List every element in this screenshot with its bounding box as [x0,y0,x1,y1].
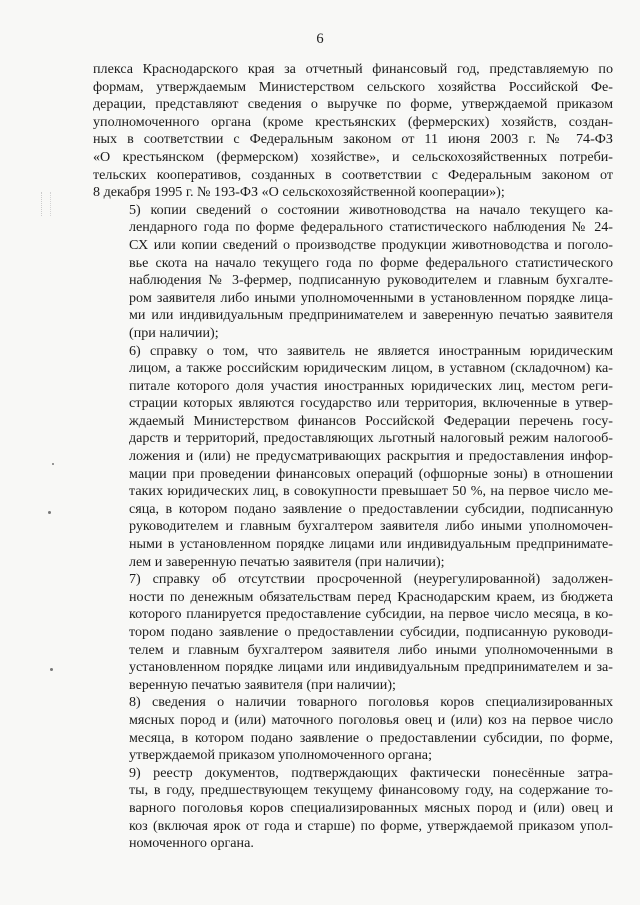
paragraph-item-6 [93,343,613,572]
text-line: варного поголовья коров специализированных мясных пород и (или) овец и [129,799,613,816]
text-line: ты, в году, предшествующем текущему финансовому году, на содержание то- [129,782,613,799]
paragraph-item-7 [93,571,613,694]
text-line: лицом, а также российским юридическим лицом, в уставном (складочном) ка- [129,360,613,377]
text-line: таких юридических лиц, в совокупности превышает 50 %, на первое число ме- [129,483,613,500]
text-line: уполномоченного органа (кроме крестьянских (фермерских) хозяйств, создан- [93,113,613,130]
text-line: номоченного органа. [129,835,254,852]
text-line: вье скота на начало текущего года по форме федерального статистического [129,254,613,271]
text-line: утверждаемой приказом уполномоченного органа; [129,747,432,764]
text-line: ми или индивидуальным предпринимателем и заверенную печатью заявителя [129,307,613,324]
text-line: дерации, представляют сведения о выручке по форме, утверждаемой приказом [93,96,613,113]
text-line: СХ или копии сведений о производстве продукции животноводства и поголо- [129,236,613,253]
text-line: тором подано заявление о предоставлении субсидии, подписанную руководи- [129,624,613,640]
scan-speck [50,668,53,671]
text-line: 5) копии сведений о состоянии животноводства на начало текущего ка- [129,201,613,218]
text-line: наблюдения № 3-фермер, подписанную руководителем и главным бухгалте- [129,272,613,289]
text-line: страции которых являются государство или территория, включенные в утвер- [129,395,613,412]
text-line: мясных пород и (или) маточного поголовья овец и (или) коз на первое число [129,711,613,728]
text-line: тельских кооперативов, созданных в соответствии с Федеральным законом от [93,166,613,183]
text-line: сяца, в котором подано заявление о предоставлении субсидии, подписанную [129,500,613,517]
paragraph-item-8 [93,694,613,764]
text-line: 7) справку об отсутствии просроченной (неурегулированной) задолжен- [129,571,613,588]
text-line: 8) сведения о наличии товарного поголовья коров специализированных [129,694,613,711]
paragraph-item-5 [93,202,613,343]
text-line: ложения и (или) не предусматривающих раскрытия и предоставления инфор- [129,448,613,465]
paragraph-intro [93,61,613,202]
text-line: ности по денежным обязательствам перед Краснодарским краем, из бюджета [129,588,613,605]
text-line: (при наличии); [129,324,219,341]
document-body [93,61,613,853]
text-line: веренную печатью заявителя (при наличии); [129,676,396,693]
text-line: которого планируется предоставление субсидии, на первое число месяца, в ко- [129,606,613,623]
paragraph-item-9 [93,765,613,853]
text-line: «О крестьянском (фермерском) хозяйстве», и сельскохозяйственных потреби- [93,148,613,165]
text-line: ными в установленном порядке лицами или индивидуальным предпринимате- [129,536,613,553]
scan-speck [52,463,54,465]
text-line: 9) реестр документов, подтверждающих фактически понесённые затра- [129,764,613,781]
text-line: лендарного года по форме федерального статистического наблюдения № 24- [129,219,613,236]
text-line: руководителем и главным бухгалтером заявителя либо иными уполномочен- [129,518,613,535]
text-line: лем и заверенную печатью заявителя (при наличии); [129,553,445,570]
text-line: дарств и территорий, предоставляющих льготный налоговый режим налогооб- [129,430,613,447]
text-line: телем и главным бухгалтером заявителя либо иными уполномоченными в [129,641,613,658]
text-line: мации при проведении финансовых операций (офшорные зоны) в отношении [129,465,613,482]
text-line: месяца, в котором подано заявление о предоставлении субсидии, по форме, [129,729,613,746]
text-line: ных в соответствии с Федеральным законом от 11 июня 2003 г. № 74-ФЗ [93,131,613,148]
scan-margin-mark [41,192,51,216]
text-line: 6) справку о том, что заявитель не является иностранным юридическим [129,342,613,359]
text-line: ждаемый Министерством финансов Российской Федерации перечень госу- [129,412,613,429]
text-line: формам, утверждаемым Министерством сельского хозяйства Российской Фе- [93,78,613,95]
text-line: 8 декабря 1995 г. № 193-ФЗ «О сельскохозяйственной кооперации»); [93,184,505,201]
text-line: плекса Краснодарского края за отчетный финансовый год, представляемую по [93,61,613,77]
text-line: коз (включая ярок от года и старше) по форме, утверждаемой приказом упол- [129,817,613,834]
scan-speck [48,511,51,514]
page-number: 6 [316,31,324,47]
text-line: установленном порядке лицами или индивидуальным предпринимателем и за- [129,659,613,676]
text-line: питале которого доля участия иностранных юридических лиц, местом реги- [129,377,613,394]
text-line: ром заявителя либо иными уполномоченными в установленном порядке лица- [129,289,613,306]
